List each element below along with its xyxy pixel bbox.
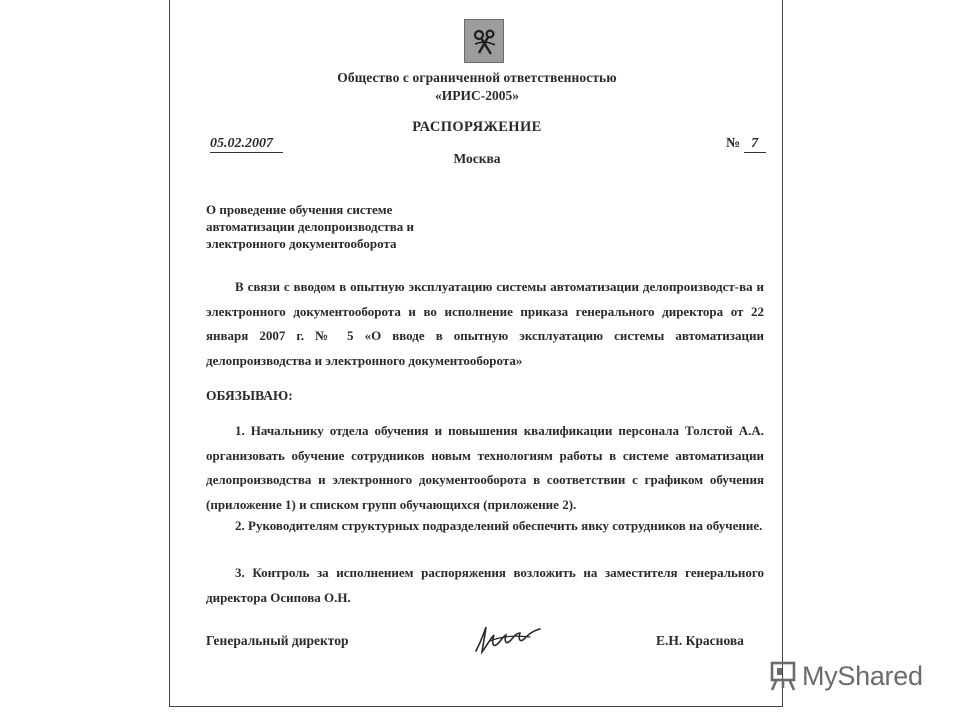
order-item: 1. Начальнику отдела обучения и повышения квалификации персонала Толстой А.А. организовать обучение сотрудников новым технологиям работы в системе автоматизации делопроизводства и электронного документооборота в соответствии с графиком обучения (приложение 1) и списком групп обучающихся (приложение 2). xyxy=(206,423,764,512)
organization-short-name: «ИРИС-2005» xyxy=(435,88,519,103)
obligation-heading: ОБЯЗЫВАЮ: xyxy=(206,388,293,403)
document-date: 05.02.2007 xyxy=(210,135,283,153)
order-item: 3. Контроль за исполнением распоряжения возложить на заместителя генерального директора Осипова О.Н. xyxy=(206,565,764,605)
order-item: 2. Руководителям структурных подразделений обеспечить явку сотрудников на обучение. xyxy=(235,518,763,533)
document-city: Москва xyxy=(453,151,501,166)
handwritten-signature xyxy=(470,621,550,662)
document-sheet xyxy=(169,0,783,707)
intro-paragraph: В связи с вводом в опытную эксплуатацию системы автоматизации делопроизводст-ва и электронного документооборота и во исполнение приказа генерального директора от 22 января 2007 г. № 5 «О вводе в опытную эксплуатацию системы автоматизации делопроизводства и электронного документооборота» xyxy=(206,279,764,368)
watermark-text: MyShared xyxy=(802,660,923,691)
presentation-board-icon xyxy=(768,660,798,692)
subject-line: О проведение обучения системе xyxy=(206,202,393,217)
document-subject xyxy=(206,201,506,252)
signer-name: Е.Н. Краснова xyxy=(656,633,744,648)
signer-title: Генеральный директор xyxy=(206,633,349,648)
scissors-emblem-icon xyxy=(471,27,499,57)
document-type-title: РАСПОРЯЖЕНИЕ xyxy=(412,119,542,135)
organization-name: Общество с ограниченной ответственностью xyxy=(337,70,617,85)
organization-logo xyxy=(464,19,504,63)
document-number: 7 xyxy=(744,135,766,153)
subject-line: автоматизации делопроизводства и xyxy=(206,219,415,234)
number-label: № xyxy=(726,136,741,151)
watermark xyxy=(768,656,923,696)
subject-line: электронного документооборота xyxy=(206,236,397,251)
